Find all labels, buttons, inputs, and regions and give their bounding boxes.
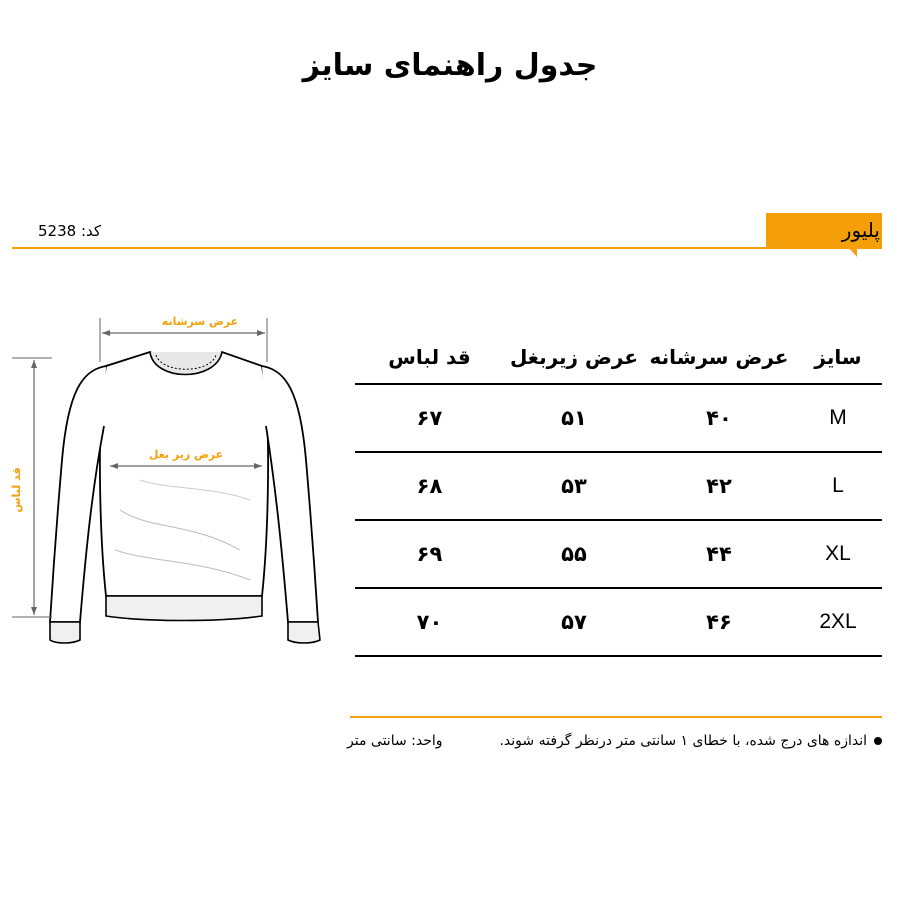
size-table [355, 330, 882, 657]
cell-chest: ۵۷ [504, 588, 644, 656]
cell-chest: ۵۱ [504, 384, 644, 452]
cell-shoulder: ۴۲ [644, 452, 794, 520]
cell-size: XL [794, 520, 882, 588]
cell-size: L [794, 452, 882, 520]
cell-chest: ۵۳ [504, 452, 644, 520]
page-title: جدول راهنمای سایز [302, 48, 598, 83]
header-chest-width: عرض زیربغل [504, 330, 644, 384]
header-shoulder-width: عرض سرشانه [644, 330, 794, 384]
header-divider [12, 247, 882, 249]
cell-length: ۶۸ [355, 452, 504, 520]
table-header-row [355, 330, 882, 384]
cell-chest: ۵۵ [504, 520, 644, 588]
cell-shoulder: ۴۰ [644, 384, 794, 452]
footer-divider [350, 716, 882, 718]
sweater-diagram [0, 300, 340, 660]
cell-length: ۶۹ [355, 520, 504, 588]
product-code [38, 222, 101, 240]
table-row [355, 588, 882, 656]
table-row [355, 520, 882, 588]
header-length: قد لباس [355, 330, 504, 384]
cell-size: 2XL [794, 588, 882, 656]
cell-length: ۶۷ [355, 384, 504, 452]
footer-note-text: اندازه های درج شده، با خطای ۱ سانتی متر درنظر گرفته شوند. [499, 733, 867, 749]
product-tag-pointer [848, 247, 857, 257]
chest-width-label: عرض زیر بغل [148, 448, 224, 461]
product-code-label: کد: [80, 222, 102, 240]
product-name: پلیور [841, 218, 880, 242]
footer-unit: واحد: سانتی متر [347, 733, 443, 749]
cell-size: M [794, 384, 882, 452]
table-row [355, 452, 882, 520]
cell-shoulder: ۴۴ [644, 520, 794, 588]
product-code-value: 5238 [38, 222, 77, 240]
shoulder-width-label: عرض سرشانه [161, 315, 239, 328]
cell-length: ۷۰ [355, 588, 504, 656]
cell-shoulder: ۴۶ [644, 588, 794, 656]
footer-note [499, 733, 882, 749]
header-size: سایز [794, 330, 882, 384]
bullet-icon [874, 737, 882, 745]
length-label: قد لباس [10, 467, 23, 513]
table-row [355, 384, 882, 452]
